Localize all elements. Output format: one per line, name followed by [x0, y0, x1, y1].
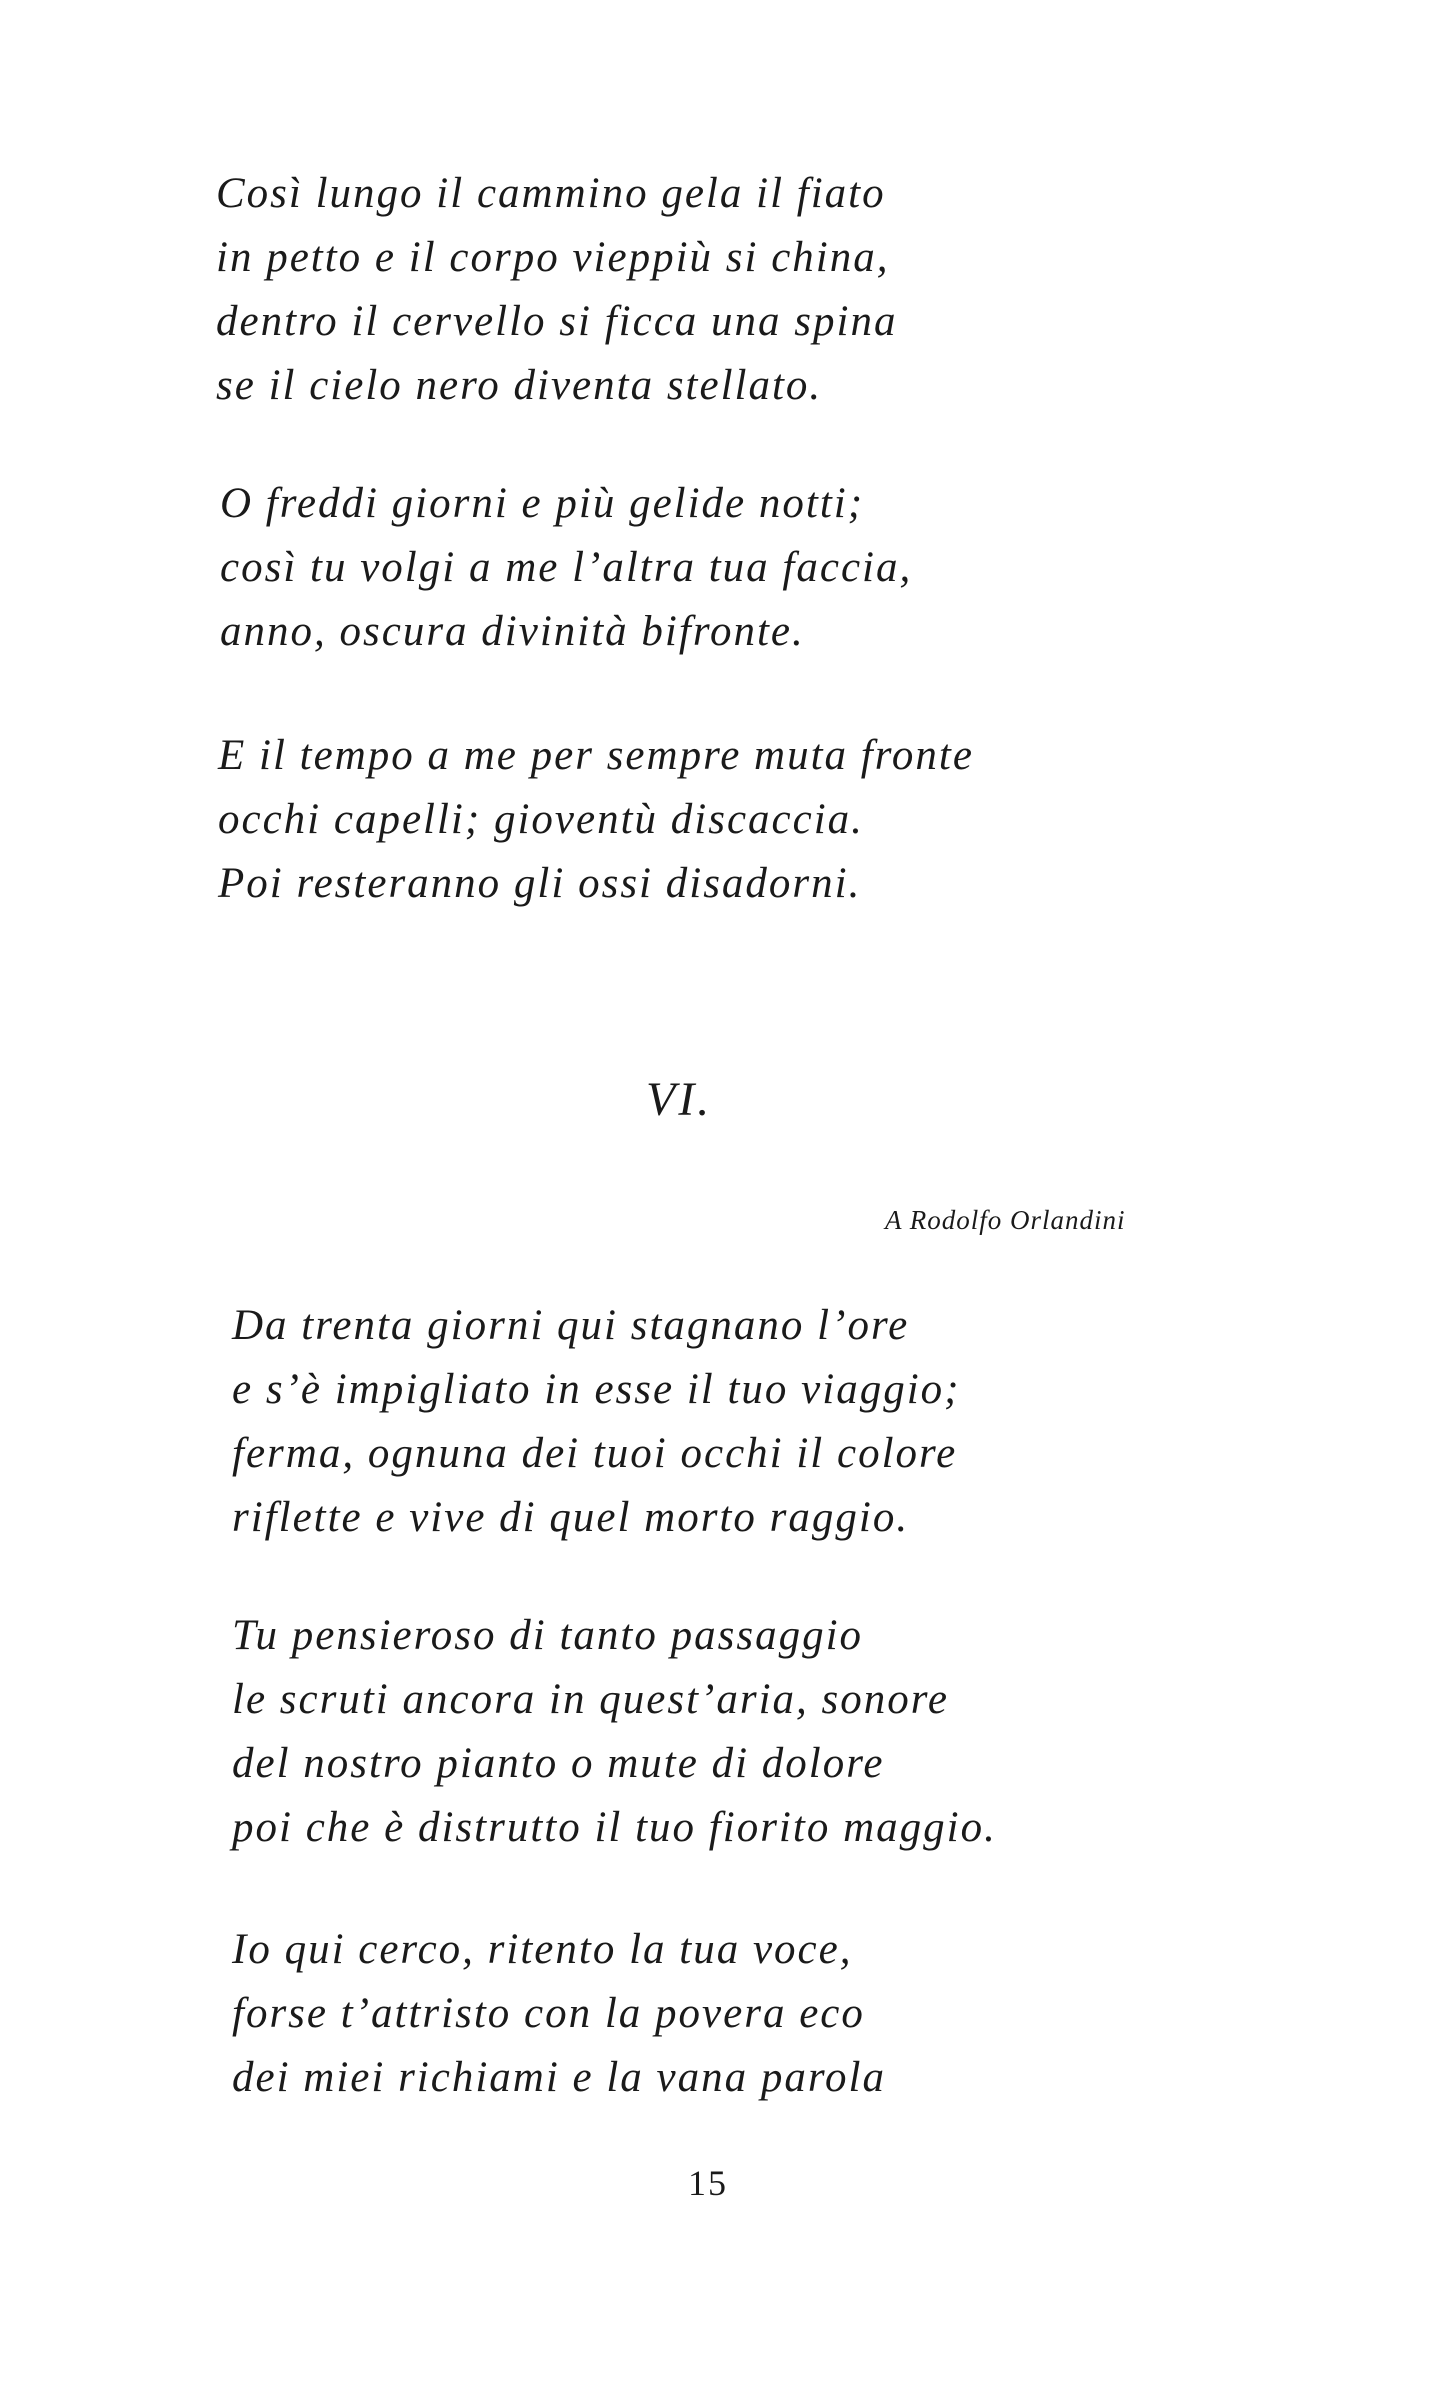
poem-line: Così lungo il cammino gela il fiato: [216, 170, 886, 217]
stanza: [216, 162, 897, 418]
stanza: [232, 1918, 886, 2110]
poem-line: Io qui cerco, ritento la tua voce,: [232, 1926, 853, 1973]
poem-line: occhi capelli; gioventù discaccia.: [218, 796, 864, 843]
poem-line: poi che è distrutto il tuo fiorito maggio.: [232, 1804, 997, 1851]
poem-line: del nostro pianto o mute di dolore: [232, 1740, 885, 1787]
poem-line: riflette e vive di quel morto raggio.: [232, 1494, 910, 1541]
stanza: [232, 1604, 997, 1860]
section-number: VI.: [646, 1073, 713, 1126]
poem-line: in petto e il corpo vieppiù si china,: [216, 234, 890, 281]
poem-line: Tu pensieroso di tanto passaggio: [232, 1612, 864, 1659]
poem-line: Poi resteranno gli ossi disadorni.: [218, 860, 862, 907]
stanza: [218, 724, 974, 916]
stanza: [220, 472, 912, 664]
page-number: 15: [688, 2163, 728, 2203]
poem-line: dentro il cervello si ficca una spina: [216, 298, 898, 345]
poem-line: le scruti ancora in quest’aria, sonore: [232, 1676, 949, 1723]
poem-line: ferma, ognuna dei tuoi occhi il colore: [232, 1430, 958, 1477]
poem-line: O freddi giorni e più gelide notti;: [220, 480, 865, 527]
poem-line: E il tempo a me per sempre muta fronte: [218, 732, 974, 779]
poem-line: anno, oscura divinità bifronte.: [220, 608, 805, 655]
poem-line: così tu volgi a me l’altra tua faccia,: [220, 544, 913, 591]
poem-line: Da trenta giorni qui stagnano l’ore: [232, 1302, 910, 1349]
poem-line: e s’è impigliato in esse il tuo viaggio;: [232, 1366, 961, 1413]
dedication: A Rodolfo Orlandini: [885, 1205, 1126, 1235]
stanza: [232, 1294, 961, 1550]
poem-line: se il cielo nero diventa stellato.: [216, 362, 823, 409]
poem-line: forse t’attristo con la povera eco: [232, 1990, 865, 2037]
poem-line: dei miei richiami e la vana parola: [232, 2054, 886, 2101]
